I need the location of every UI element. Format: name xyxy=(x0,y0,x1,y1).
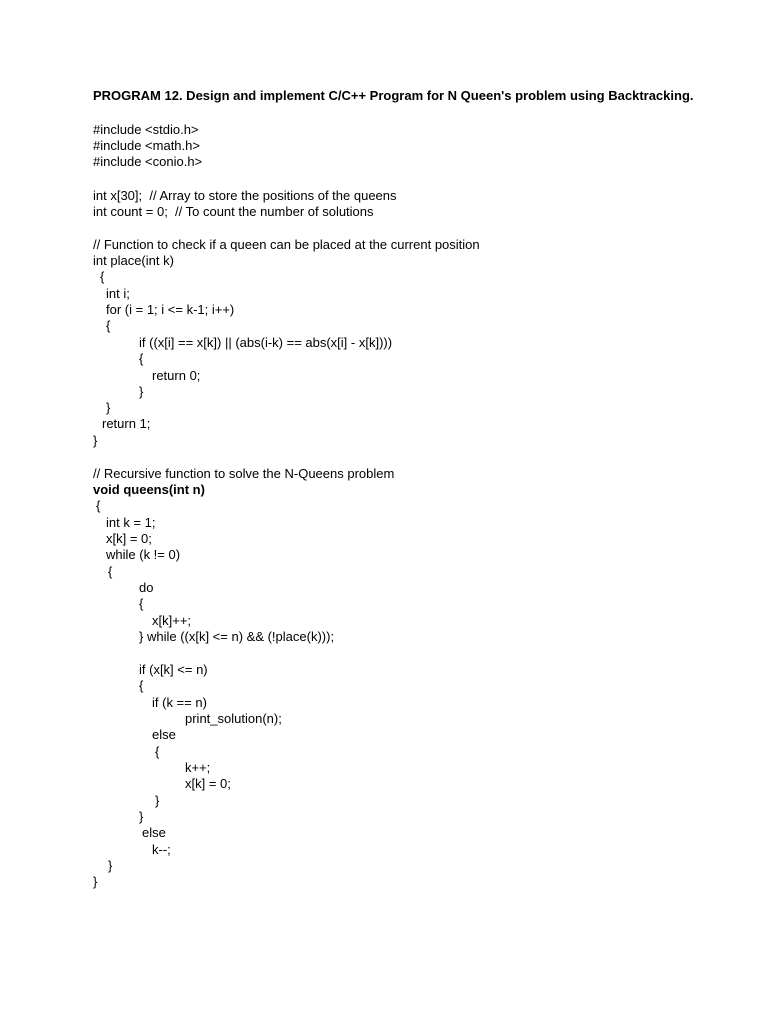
code-line: int k = 1; xyxy=(106,515,156,530)
include-line: #include <conio.h> xyxy=(93,154,203,169)
code-line: if (k == n) xyxy=(152,695,207,710)
global-declaration: int count = 0; // To count the number of solutions xyxy=(93,204,374,219)
code-line: k--; xyxy=(152,842,171,857)
code-line: { xyxy=(139,596,144,611)
code-line: if ((x[i] == x[k]) || (abs(i-k) == abs(x[i] - x[k]))) xyxy=(139,335,393,350)
code-line: { xyxy=(108,564,113,579)
code-line: { xyxy=(139,678,144,693)
code-line: { xyxy=(139,351,144,366)
code-line: { xyxy=(155,744,160,759)
code-line: { xyxy=(96,498,101,513)
function-signature: int place(int k) xyxy=(93,253,174,268)
code-line: x[k]++; xyxy=(152,613,192,628)
code-line: else xyxy=(142,825,166,840)
code-line: x[k] = 0; xyxy=(185,776,231,791)
code-line: } xyxy=(155,793,160,808)
code-line: } xyxy=(106,400,111,415)
code-line: x[k] = 0; xyxy=(106,531,152,546)
code-line: while (k != 0) xyxy=(106,547,181,562)
code-line: } xyxy=(139,809,144,824)
code-line: if (x[k] <= n) xyxy=(139,662,208,677)
global-declaration: int x[30]; // Array to store the positions of the queens xyxy=(93,188,397,203)
document-heading: PROGRAM 12. Design and implement C/C++ Program for N Queen's problem using Backtracking. xyxy=(93,88,694,103)
code-line: else xyxy=(152,727,176,742)
code-line: return 1; xyxy=(102,416,151,431)
code-line: print_solution(n); xyxy=(185,711,282,726)
code-line: return 0; xyxy=(152,368,201,383)
code-line: } xyxy=(93,874,98,889)
include-line: #include <math.h> xyxy=(93,138,200,153)
code-line: { xyxy=(100,269,105,284)
code-line: } while ((x[k] <= n) && (!place(k))); xyxy=(139,629,335,644)
code-line: for (i = 1; i <= k-1; i++) xyxy=(106,302,235,317)
code-line: k++; xyxy=(185,760,211,775)
code-line: } xyxy=(139,384,144,399)
include-line: #include <stdio.h> xyxy=(93,122,199,137)
code-line: do xyxy=(139,580,154,595)
function-signature: void queens(int n) xyxy=(93,482,205,497)
code-comment: // Recursive function to solve the N-Queens problem xyxy=(93,466,395,481)
code-line: { xyxy=(106,318,111,333)
code-line: } xyxy=(108,858,113,873)
code-comment: // Function to check if a queen can be placed at the current position xyxy=(93,237,480,252)
code-line: } xyxy=(93,433,98,448)
code-line: int i; xyxy=(106,286,130,301)
